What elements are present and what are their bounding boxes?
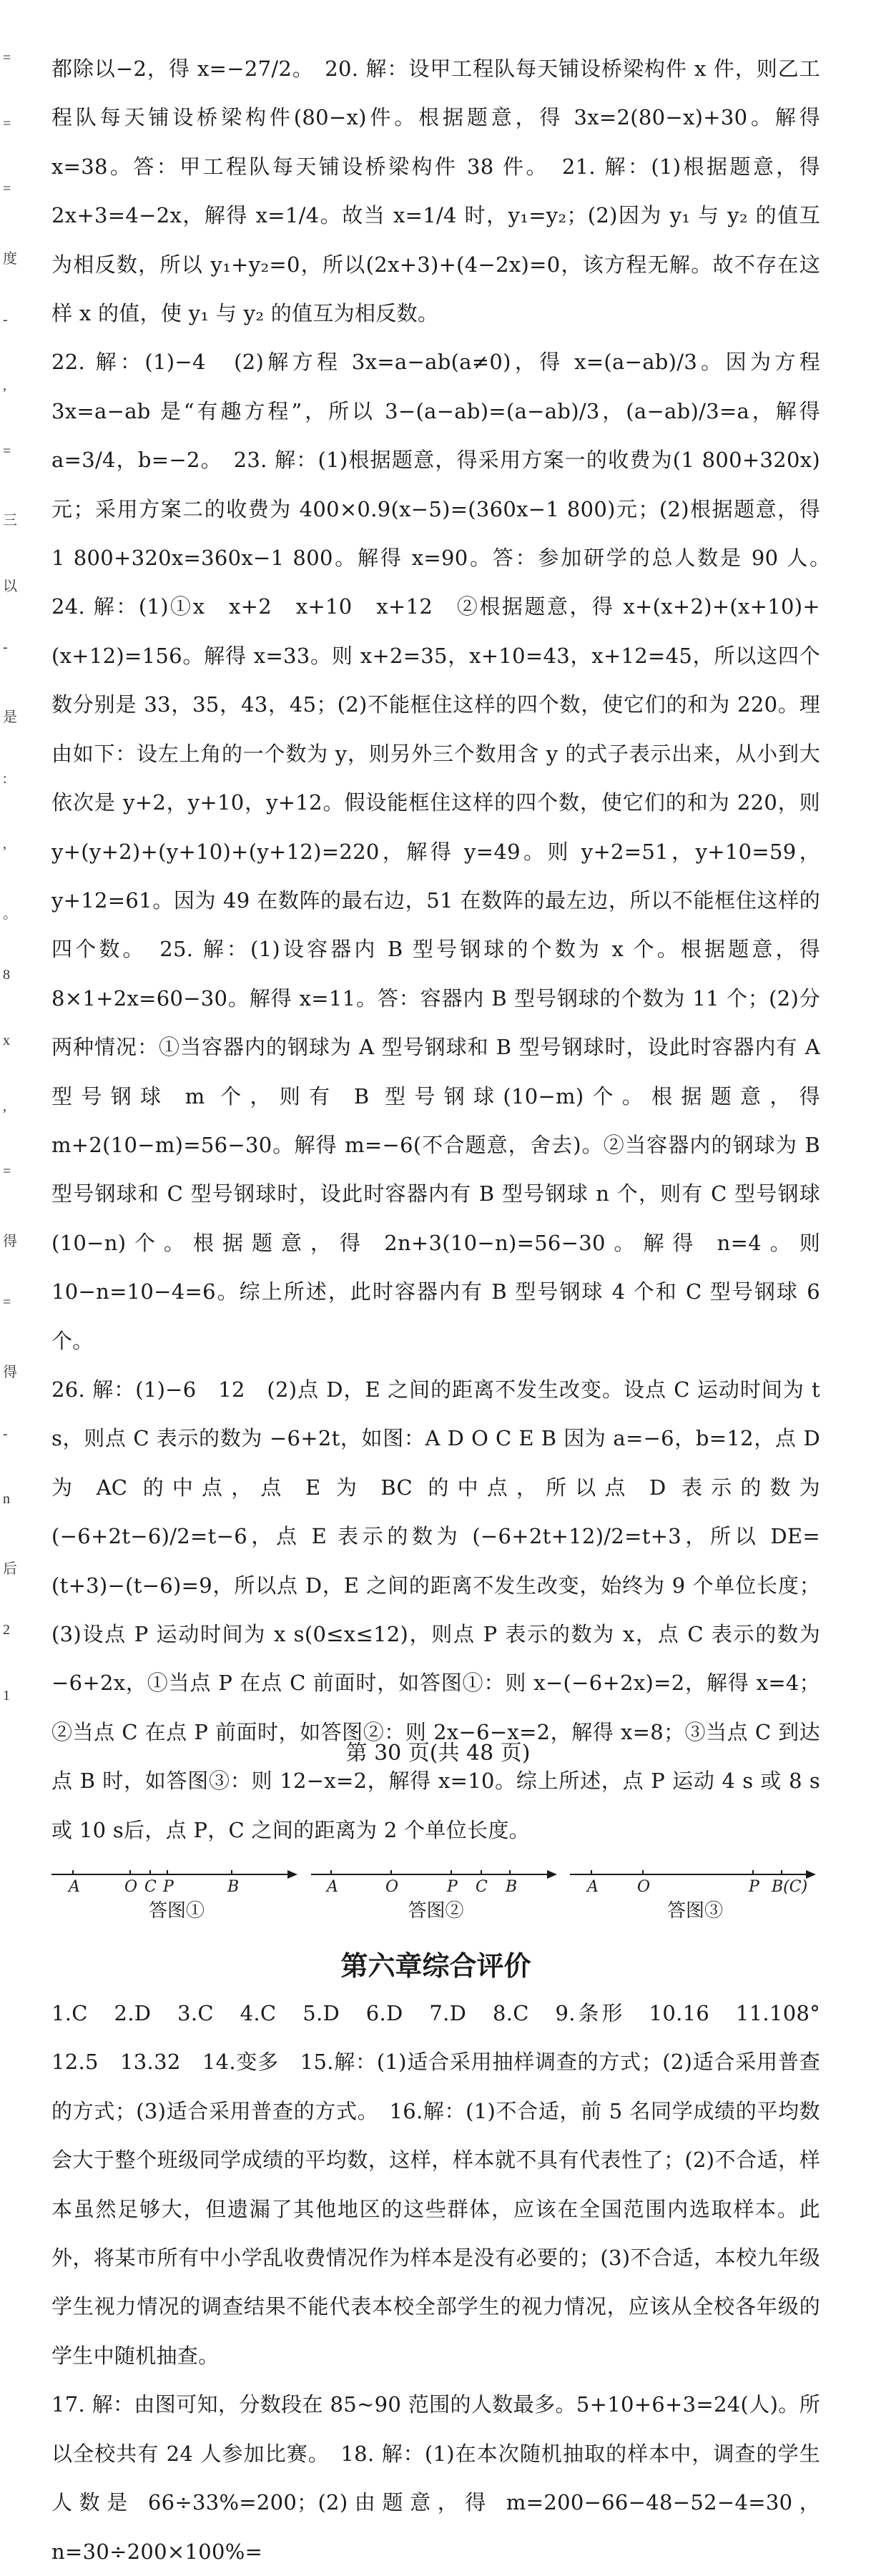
point-label: O <box>124 1878 138 1897</box>
figure-caption: 答图③ <box>666 1900 723 1922</box>
point-label: P <box>446 1878 458 1897</box>
chapter-title: 第六章综合评价 <box>340 1950 531 1982</box>
margin-mark: x <box>3 1033 10 1048</box>
margin-mark: = <box>3 443 11 459</box>
margin-mark: - <box>3 639 8 655</box>
number-line-figure-2 <box>311 1860 561 1940</box>
point-label: C <box>144 1878 157 1897</box>
margin-mark: 以 <box>3 579 17 594</box>
margin-mark: 2 <box>3 1622 10 1638</box>
answer-block-20-21 <box>51 44 820 338</box>
margin-mark: - <box>3 1426 8 1442</box>
figure-caption: 答图① <box>148 1900 205 1922</box>
page-content <box>51 44 842 2576</box>
margin-mark: = <box>3 1294 11 1310</box>
point-label: B(C) <box>772 1878 808 1897</box>
paragraph: 17. 解：由图可知，分数段在 85~90 范围的人数最多。5+10+6+3=24(人)。所以全校共有 24 人参加比赛。 18. 解：(1)在本次随机抽取的样本中，调查的学生人数是 66÷33%=200；(2)由题意，得 m=200−66−48−52−4=30，n=30÷200×100%= <box>51 2392 820 2564</box>
margin-mark: 1 <box>3 1688 10 1704</box>
margin-mark: : <box>3 771 7 787</box>
point-label: P <box>163 1878 174 1897</box>
point-label: A <box>326 1878 338 1897</box>
point-label: O <box>637 1878 651 1897</box>
number-line-figures <box>51 1860 820 1940</box>
number-line-figure-1 <box>51 1860 302 1940</box>
margin-mark: , <box>3 378 6 393</box>
point-label: O <box>385 1878 398 1897</box>
paragraph: 26. 解：(1)−6 12 (2)点 D，E 之间的距离不发生改变。设点 C 运动时间为 t s，则点 C 表示的数为 −6+2t，如图：A D O C E B 因为 a=−6，b=12，点 D 为 AC 的中点，点 E 为 BC 的中点，所以点 D 表示的数为 (−6+2t−6)/2=t−6，点 E 表示的数为 (−6+2t+12)/2=t+3，所以 DE=(t+3)−(t−6)=9，所以点 D，E 之间的距离不发生改变，始终为 9 个单位长度；(3)设点 P 运动时间为 x s(0≤x≤12)，则点 P 表示的数为 x，点 C 表示的数为 −6+2x，①当点 P 在点 C 前面时，如答图①：则 x−(−6+2x)=2，解得 x=4；②当点 C 在点 P 前面时，如答图②：则 2x−6−x=2，解得 x=8；③当点 C 到达点 B 时，如答图③：则 12−x=2，解得 x=10。综上所述，点 P 运动 4 s 或 8 s 或 10 s后，点 P，C 之间的距离为 2 个单位长度。 <box>51 1377 820 1842</box>
point-label: A <box>587 1878 599 1897</box>
point-label: C <box>475 1878 488 1897</box>
margin-mark: 后 <box>3 1561 17 1577</box>
margin-mark: 。 <box>3 906 17 922</box>
answer-block-26 <box>51 1365 820 1854</box>
point-label: A <box>69 1878 80 1897</box>
left-margin-marks <box>0 0 20 1828</box>
answer-block-22-25 <box>51 338 842 1365</box>
paragraph: 22. 解：(1)−4 (2)解方程 3x=a−ab(a≠0)，得 x=(a−ab)/3。因为方程 3x=a−ab 是“有趣方程”，所以 3−(a−ab)=(a−ab)/3，(a−ab)/3=a，解得 a=3/4，b=−2。 23. 解：(1)根据题意，得采用方案一的收费为(1 800+320x)元；采用方案二的收费为 400×0.9(x−5)=(360x−1 800)元；(2)根据题意，得 1 800+320x=360x−1 800。解得 x=90。答：参加研学的总人数是 90 人。 24. 解：(1)①x x+2 x+10 x+12 ②根据题意，得 x+(x+2)+(x+10)+(x+12)=156。解得 x=33。则 x+2=35，x+10=43，x+12=45，所以这四个数分别是 33，35，43，45；(2)不能框住这样的四个数，使它们的和为 220。理由如下：设左上角的一个数为 y，则另外三个数用含 y 的式子表示出来，从小到大依次是 y+2，y+10，y+12。假设能框住这样的四个数，使它们的和为 220，则 y+(y+2)+(y+10)+(y+12)=220，解得 y=49。则 y+2=51，y+10=59，y+12=61。因为 49 在数阵的最右边，51 在数阵的最左边，所以不能框住这样的四个数。 25. 解：(1)设容器内 B 型号钢球的个数为 x 个。根据题意，得 8×1+2x=60−30。解得 x=11。答：容器内 B 型号钢球的个数为 11 个；(2)分两种情况：①当容器内的钢球为 A 型号钢球和 B 型号钢球时，设此时容器内有 A 型号钢球 m 个，则有 B 型号钢球(10−m)个。根据题意，得 m+2(10−m)=56−30。解得 m=−6(不合题意，舍去)。②当容器内的钢球为 B 型号钢球和 C 型号钢球时，设此时容器内有 B 型号钢球 n 个，则有 C 型号钢球(10−n)个。根据题意，得 2n+3(10−n)=56−30。解得 n=4。则 10−n=10−4=6。综上所述，此时容器内有 B 型号钢球 4 个和 C 型号钢球 6 个。 <box>51 350 842 1353</box>
paragraph: 1.C 2.D 3.C 4.C 5.D 6.D 7.D 8.C 9.条形 10.16 11.108° 12.5 13.32 14.变多 15.解：(1)适合采用抽样调查的方式；(2)适合采用普查的方式；(3)适合采用普查的方式。 16.解：(1)不合适，前 5 名同学成绩的平均数会大于整个班级同学成绩的平均数，这样，样本就不具有代表性了；(2)不合适，样本虽然足够大，但遗漏了其他地区的这些群体，应该在全国范围内选取样本。此外，将某市所有中小学乱收费情况作为样本是没有必要的；(3)不合适，本校九年级学生视力情况的调查结果不能代表本校全部学生的视力情况，应该从全校各年级的学生中随机抽查。 <box>51 2001 842 2368</box>
margin-mark: - <box>3 312 8 328</box>
margin-mark: 得 <box>3 1365 17 1380</box>
margin-mark: , <box>3 1098 6 1114</box>
margin-mark: = <box>3 1164 11 1179</box>
margin-mark: 度 <box>3 251 17 267</box>
number-line-figure-3 <box>570 1860 820 1940</box>
answer-block-chapter6-17-18 <box>51 2380 820 2576</box>
paragraph: 都除以−2，得 x=−27/2。 20. 解：设甲工程队每天铺设桥梁构件 x 件，则乙工程队每天铺设桥梁构件(80−x)件。根据题意，得 3x=2(80−x)+30。解得 x=38。答：甲工程队每天铺设桥梁构件 38 件。 21. 解：(1)根据题意，得 2x+3=4−2x，解得 x=1/4。故当 x=1/4 时，y₁=y₂；(2)因为 y₁ 与 y₂ 的值互为相反数，所以 y₁+y₂=0，所以(2x+3)+(4−2x)=0，该方程无解。故不存在这样 x 的值，使 y₁ 与 y₂ 的值互为相反数。 <box>51 56 820 326</box>
margin-mark: = <box>3 50 11 66</box>
margin-mark: , <box>3 836 6 852</box>
margin-mark: = <box>3 181 11 197</box>
margin-mark: 三 <box>3 513 17 529</box>
point-label: B <box>505 1878 517 1897</box>
answer-block-chapter6-1-16 <box>51 1989 842 2380</box>
margin-mark: n <box>3 1491 10 1507</box>
margin-mark: = <box>3 116 11 132</box>
point-label: B <box>227 1878 240 1897</box>
margin-mark: 是 <box>3 709 17 725</box>
point-label: P <box>749 1878 759 1897</box>
page-footer: 第 30 页(共 48 页) <box>345 1741 531 1766</box>
margin-mark: 8 <box>3 967 10 983</box>
margin-mark: 得 <box>3 1234 17 1249</box>
figure-caption: 答图② <box>408 1900 464 1922</box>
